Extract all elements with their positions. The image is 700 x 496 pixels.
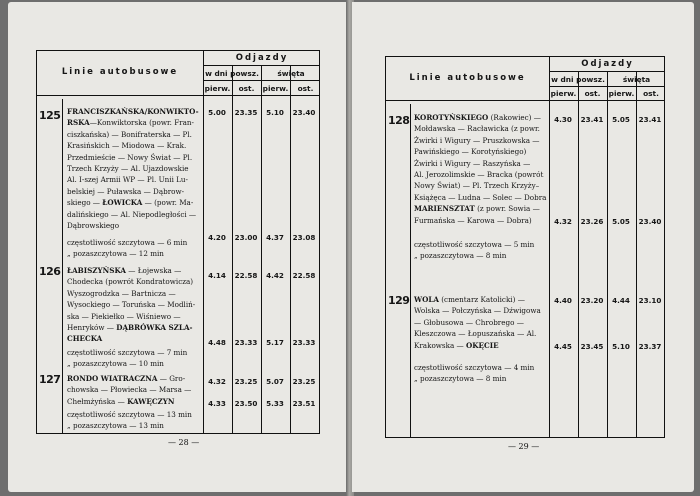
route-number: 129 (388, 294, 410, 307)
column-rule (549, 57, 550, 437)
header-rule (203, 80, 319, 81)
route-line: Kleszczowa — Łopuszańska — Al. (414, 329, 537, 339)
last-header: ost. (297, 84, 314, 93)
route-line: Żwirki i Wigury — Pruszkowska — (414, 135, 540, 145)
route-line: Dąbrowskiego (67, 221, 120, 231)
route-line: Wolska — Połczyńska — Dźwigowa (414, 306, 541, 316)
timetable-right (385, 56, 665, 438)
weekday-first-time: 4.30 (554, 115, 572, 124)
frequency-peak: częstotliwość szczytowa — 7 min (67, 348, 188, 357)
frequency-offpeak: „ pozaszczytowa — 8 min (414, 374, 507, 383)
route-line: belskiej — Puławska — Dąbrow- (67, 186, 185, 196)
frequency-peak: częstotliwość szczytowa — 4 min (414, 363, 535, 372)
frequency-offpeak: „ pozaszczytowa — 8 min (414, 251, 507, 260)
holiday-first-time: 4.42 (266, 271, 284, 280)
column-rule (578, 71, 579, 437)
route-line: Trzech Krzyży — Al. Ujazdowskie (67, 164, 189, 174)
route-line: Krakowska — OKĘCIE (414, 340, 499, 350)
timetable-left (36, 50, 320, 434)
lines-header: Linie autobusowe (61, 67, 179, 77)
last-header: ost. (584, 89, 601, 98)
lines-header: Linie autobusowe (409, 73, 526, 83)
frequency-offpeak: „ pozaszczytowa — 12 min (67, 249, 164, 258)
holiday-first-time: 5.05 (612, 217, 630, 226)
route-line: Chodecka (powrót Kondratowicza) (67, 277, 194, 287)
holiday-last-time: 23.33 (292, 338, 316, 347)
column-rule (607, 71, 608, 437)
route-line: Henryków — DĄBRÓWKA SZLA- (67, 323, 193, 333)
route-number: 125 (39, 109, 61, 122)
holiday-last-time: 23.08 (292, 233, 316, 242)
route-number: 127 (39, 373, 61, 386)
route-line: Mołdawska — Racławicka (z powr. (414, 124, 540, 134)
route-line: Żwirki i Wigury — Raszyńska — (414, 158, 531, 168)
weekday-last-time: 23.50 (234, 399, 258, 408)
weekdays-header: w dni powsz. (205, 69, 259, 78)
first-header: pierw. (608, 89, 635, 98)
route-number: 128 (388, 114, 410, 127)
first-header: pierw. (204, 84, 231, 93)
route-line: Pawińskiego — Korotyńskiego) (414, 147, 527, 157)
holiday-last-time: 22.58 (292, 271, 316, 280)
route-line: Al. I-szej Armii WP — Pl. Unii Lu- (67, 175, 188, 185)
holiday-last-time: 23.40 (638, 217, 662, 226)
route-line: skiego — ŁOWICKA — (powr. Ma- (67, 198, 194, 208)
weekday-first-time: 4.45 (554, 342, 572, 351)
right-page (352, 2, 694, 492)
weekday-last-time: 23.00 (234, 233, 258, 242)
route-line: CHECKA (67, 334, 103, 344)
page-number: — 29 — (508, 442, 540, 451)
departures-header: Odjazdy (581, 59, 634, 69)
holidays-header: święta (277, 69, 305, 78)
route-description (67, 265, 201, 345)
route-line: ska — Piekiełko — Wiśniewo — (67, 311, 181, 321)
weekday-first-time: 4.32 (208, 377, 226, 386)
holiday-first-time: 4.37 (266, 233, 284, 242)
header-rule (203, 65, 319, 66)
header-rule (386, 100, 664, 101)
left-page (8, 2, 348, 492)
first-header: pierw. (262, 84, 289, 93)
column-rule (62, 99, 63, 433)
weekday-first-time: 4.32 (554, 217, 572, 226)
route-line: WOLA (cmentarz Katolicki) — (414, 295, 525, 304)
weekday-first-time: 4.40 (554, 296, 572, 305)
weekday-last-time: 23.45 (580, 342, 604, 351)
last-header: ost. (643, 89, 659, 98)
frequency-offpeak: „ pozaszczytowa — 13 min (67, 421, 164, 430)
column-rule (410, 104, 411, 437)
weekday-first-time: 4.48 (208, 338, 226, 347)
holiday-first-time: 5.10 (266, 108, 284, 117)
route-line: Przedmieście — Nowy Świat — Pl. (67, 152, 193, 162)
holiday-first-time: 5.07 (266, 377, 284, 386)
header-rule (549, 71, 664, 72)
holiday-last-time: 23.37 (638, 342, 662, 351)
route-line: RSKA—Konwiktorska (powr. Fran- (67, 118, 194, 128)
route-line: chowska — Płowiecka — Marsa — (67, 385, 192, 395)
weekday-last-time: 23.20 (580, 296, 604, 305)
route-line: FRANCISZKAŃSKA/KONWIKTO- (67, 107, 199, 116)
route-line: Nowy Świat) — Pl. Trzech Krzyży– (414, 181, 540, 191)
route-line: — Głobusowa — Chrobrego — (414, 317, 524, 327)
weekday-first-time: 4.33 (208, 399, 226, 408)
weekday-first-time: 5.00 (208, 108, 226, 117)
header-rule (37, 95, 319, 96)
holiday-last-time: 23.41 (638, 115, 662, 124)
frequency-peak: częstotliwość szczytowa — 5 min (414, 240, 535, 249)
route-line: Krasińskich — Miodowa — Krak. (67, 141, 187, 151)
page-number: — 28 — (168, 438, 200, 447)
weekday-first-time: 4.20 (208, 233, 226, 242)
holiday-first-time: 5.05 (612, 115, 630, 124)
route-line: Wyszogrodzka — Bartnicza — (67, 288, 176, 298)
weekdays-header: w dni powsz. (551, 75, 605, 84)
holiday-last-time: 23.25 (292, 377, 316, 386)
route-line: Wysockiego — Toruńska — Modliń- (67, 300, 196, 310)
holiday-last-time: 23.10 (638, 296, 662, 305)
holiday-last-time: 23.40 (292, 108, 316, 117)
weekday-last-time: 23.25 (234, 377, 258, 386)
holidays-header: święta (622, 75, 651, 84)
route-line: ŁABISZYŃSKA — Łojewska — (67, 266, 182, 275)
route-description (67, 373, 201, 407)
holiday-first-time: 4.44 (612, 296, 630, 305)
weekday-last-time: 23.26 (580, 217, 604, 226)
route-description (414, 112, 548, 226)
frequency-offpeak: „ pozaszczytowa — 10 min (67, 359, 164, 368)
route-description (67, 106, 201, 231)
route-line: Książęca — Ludna — Solec — Dobra (414, 192, 547, 202)
holiday-first-time: 5.17 (266, 338, 284, 347)
holiday-first-time: 5.10 (612, 342, 630, 351)
route-line: ciszkańska) — Bonifraterska — Pl. (67, 129, 192, 139)
holiday-first-time: 5.33 (266, 399, 284, 408)
departures-header: Odjazdy (235, 53, 289, 63)
weekday-last-time: 23.41 (580, 115, 604, 124)
frequency-peak: częstotliwość szczytowa — 13 min (67, 410, 192, 419)
route-line: RONDO WIATRACZNA — Gro- (67, 374, 186, 383)
header-rule (549, 86, 664, 87)
holiday-last-time: 23.51 (292, 399, 316, 408)
route-line: Furmańska — Karowa — Dobra) (414, 215, 532, 225)
column-rule (636, 71, 637, 437)
weekday-last-time: 22.58 (234, 271, 258, 280)
weekday-last-time: 23.33 (234, 338, 258, 347)
route-number: 126 (39, 265, 61, 278)
route-line: Chełmżyńska — KAWĘCZYN (67, 396, 175, 406)
frequency-peak: częstotliwość szczytowa — 6 min (67, 238, 188, 247)
weekday-last-time: 23.35 (234, 108, 258, 117)
route-line: Al. Jerozolimskie — Bracka (powrót (414, 170, 544, 180)
route-line: dalińskiego — Al. Niepodległości — (67, 209, 197, 219)
last-header: ost. (238, 84, 255, 93)
weekday-first-time: 4.14 (208, 271, 226, 280)
route-line: KOROTYŃSKIEGO (Rakowiec) — (414, 113, 541, 122)
route-description (414, 294, 548, 351)
first-header: pierw. (550, 89, 577, 98)
route-line: MARIENSZTAT (z powr. Sowia — (414, 204, 540, 214)
